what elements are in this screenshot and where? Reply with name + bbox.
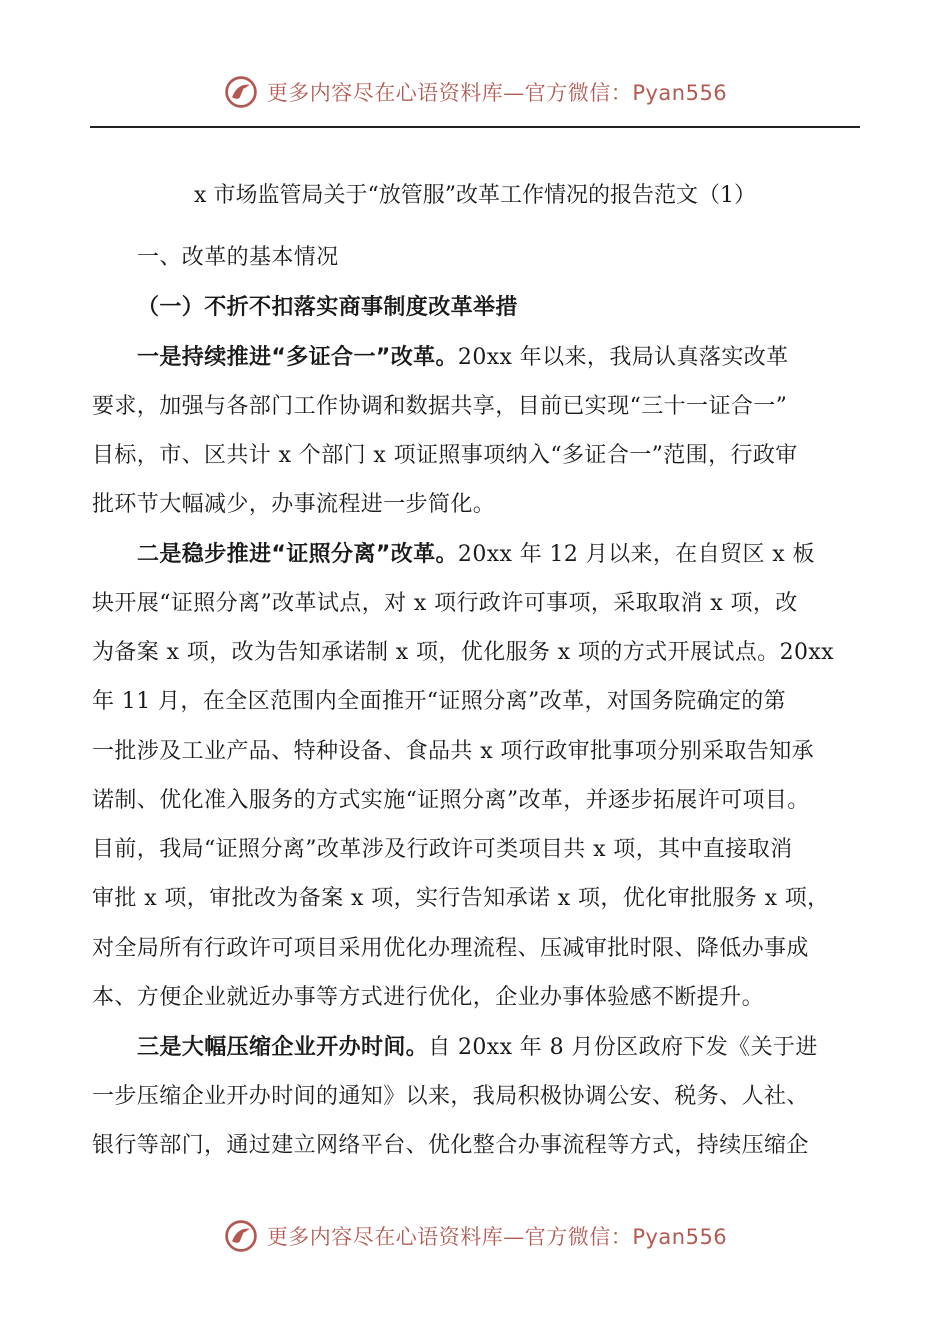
paragraph-line: 二是稳步推进“证照分离”改革。20xx 年 12 月以来，在自贸区 x 板 xyxy=(137,542,815,567)
footer-banner xyxy=(0,1214,950,1258)
wechat-id: Pyan556 xyxy=(632,81,728,105)
paragraph-line: 三是大幅压缩企业开办时间。自 20xx 年 8 月份区政府下发《关于进 xyxy=(137,1035,818,1060)
heart-swirl-logo-icon xyxy=(223,1218,259,1254)
paragraph-line: 一是持续推进“多证合一”改革。20xx 年以来，我局认真落实改革 xyxy=(137,345,789,370)
paragraph-line: 年 11 月，在全区范围内全面推开“证照分离”改革，对国务院确定的第 xyxy=(92,689,787,714)
paragraph-line: 块开展“证照分离”改革试点，对 x 项行政许可事项，采取取消 x 项，改 xyxy=(92,591,798,616)
paragraph-line: 本、方便企业就近办事等方式进行优化，企业办事体验感不断提升。 xyxy=(92,985,765,1010)
paragraph-line: 一批涉及工业产品、特种设备、食品共 x 项行政审批事项分别采取告知承 xyxy=(92,739,814,764)
wechat-id: Pyan556 xyxy=(632,1225,728,1249)
paragraph-line: 批环节大幅减少，办事流程进一步简化。 xyxy=(92,492,496,517)
paragraph-lead: 三是大幅压缩企业开办时间。 xyxy=(137,1035,429,1060)
paragraph-line: 目前，我局“证照分离”改革涉及行政许可类项目共 x 项，其中直接取消 xyxy=(92,837,793,862)
paragraph-line: 诺制、优化准入服务的方式实施“证照分离”改革，并逐步拓展许可项目。 xyxy=(92,788,810,813)
paragraph-lead: 一是持续推进“多证合一”改革。 xyxy=(137,345,458,370)
paragraph-line: 审批 x 项，审批改为备案 x 项，实行告知承诺 x 项，优化审批服务 x 项， xyxy=(92,886,830,911)
paragraph-lead: 二是稳步推进“证照分离”改革。 xyxy=(137,542,458,567)
section-heading: 一、改革的基本情况 xyxy=(137,245,339,270)
paragraph-line: 为备案 x 项，改为告知承诺制 x 项，优化服务 x 项的方式开展试点。20xx xyxy=(92,640,834,665)
heart-swirl-logo-icon xyxy=(223,74,259,110)
subsection-heading: （一）不折不扣落实商事制度改革举措 xyxy=(137,295,518,320)
paragraph-line: 目标，市、区共计 x 个部门 x 项证照事项纳入“多证合一”范围，行政审 xyxy=(92,443,798,468)
paragraph-line: 银行等部门，通过建立网络平台、优化整合办事流程等方式，持续压缩企 xyxy=(92,1133,809,1158)
header-divider xyxy=(90,126,860,128)
header-banner-text: 更多内容尽在心语资料库—官方微信：Pyan556 xyxy=(266,81,728,105)
header-banner xyxy=(0,70,950,114)
document-title: x 市场监管局关于“放管服”改革工作情况的报告范文（1） xyxy=(194,183,756,208)
footer-banner-text: 更多内容尽在心语资料库—官方微信：Pyan556 xyxy=(266,1225,728,1249)
paragraph-line: 一步压缩企业开办时间的通知》以来，我局积极协调公安、税务、人社、 xyxy=(92,1084,809,1109)
paragraph-line: 要求，加强与各部门工作协调和数据共享，目前已实现“三十一证合一” xyxy=(92,394,788,419)
paragraph-line: 对全局所有行政许可项目采用优化办理流程、压减审批时限、降低办事成 xyxy=(92,936,809,961)
